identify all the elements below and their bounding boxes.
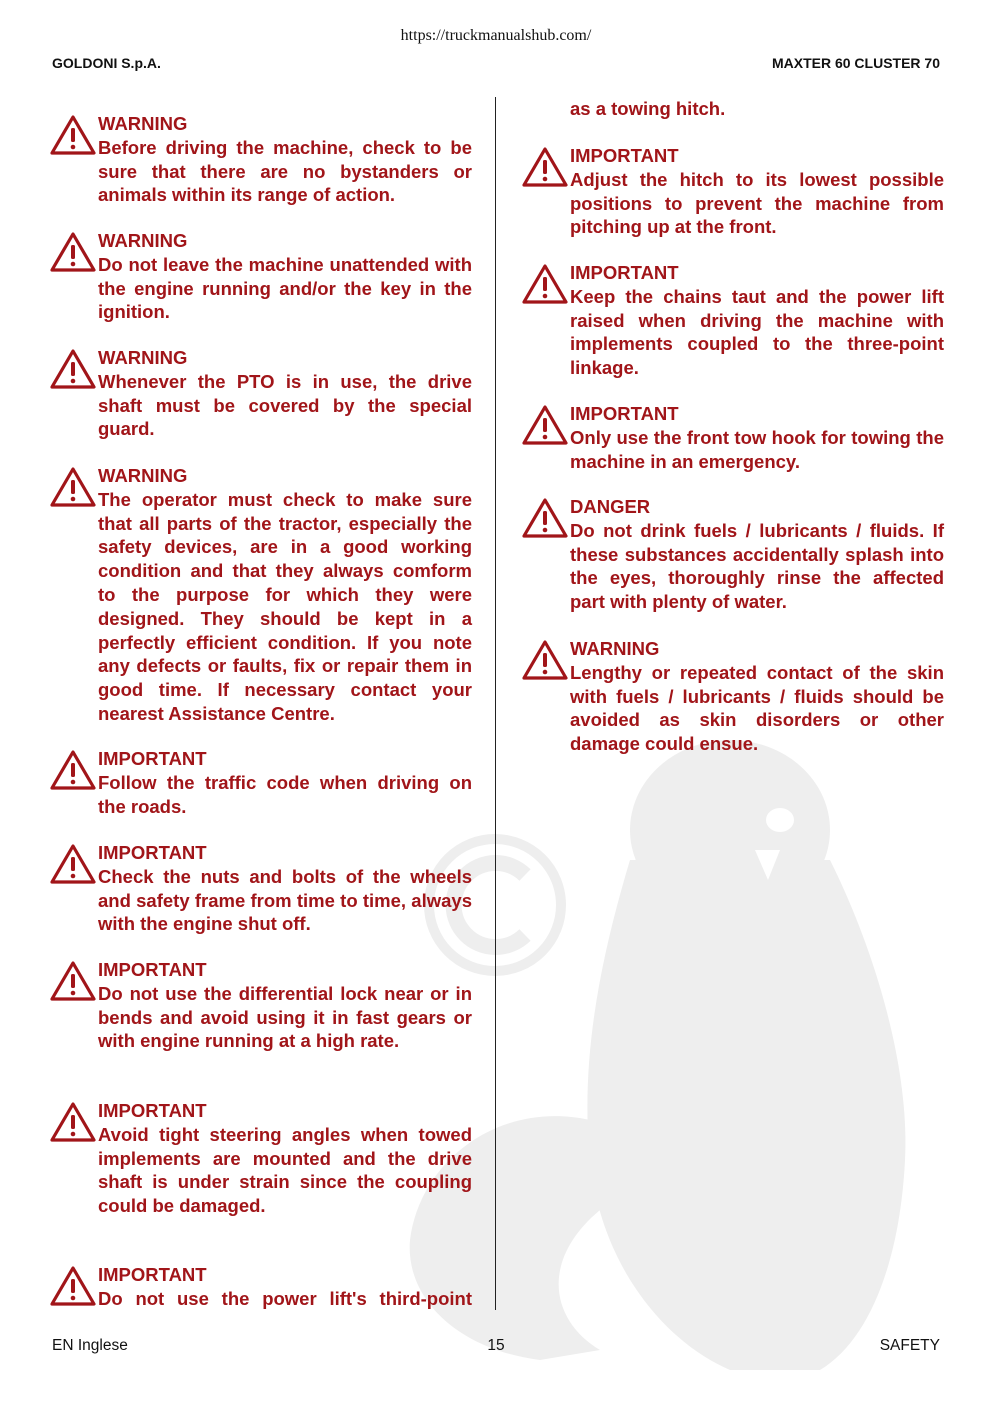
copyright-watermark [400,740,960,1380]
notice-warning-unattended [50,229,472,324]
footer-section: SAFETY [879,1337,940,1354]
page-number: 15 [487,1337,505,1354]
notice-important-traffic [50,747,472,818]
notice-title: WARNING [98,347,188,368]
warning-triangle-icon [522,404,568,445]
notice-important-hitch [522,144,944,239]
notice-text: Do not use the differential lock near or in bends and avoid using it in fast gears or with engine running at a high rate. [98,982,472,1052]
notice-title: IMPORTANT [98,1264,207,1285]
notice-important-chains [522,261,944,380]
notice-title: IMPORTANT [570,262,679,283]
notice-warning-operator-check [50,464,472,726]
notice-text: Avoid tight steering angles when towed implements are mounted and the drive shaft is under strain since the coupling could be damaged. [98,1123,472,1217]
notice-text: Lengthy or repeated contact of the skin with fuels / lubricants / fluids should be avoided as skin disorders or other damage could ensue. [570,661,944,755]
notice-danger-fluids [522,495,944,614]
notice-title: WARNING [98,230,188,251]
notice-text: Do not drink fuels / lubricants / fluids. If these substances accidentally splash into the eyes, thoroughly rinse the affected part with plenty of water. [570,519,944,613]
warning-triangle-icon [522,146,568,187]
warning-triangle-icon [50,114,96,155]
notice-text: Keep the chains taut and the power lift raised when driving the machine with implements coupled to the three-point linkage. [570,285,944,379]
notice-title: WARNING [570,638,660,659]
footer-language: EN Inglese [52,1337,128,1354]
notice-text: Whenever the PTO is in use, the drive shaft must be covered by the special guard. [98,370,472,440]
notice-title: IMPORTANT [98,959,207,980]
warning-triangle-icon [50,960,96,1001]
header-company: GOLDONI S.p.A. [52,55,161,71]
notice-warning-pto [50,346,472,441]
warning-triangle-icon [522,639,568,680]
notice-important-wheels [50,841,472,936]
notice-warning-bystanders [50,112,472,207]
notice-important-tow-hook [522,402,944,473]
notice-title: IMPORTANT [98,1100,207,1121]
warning-triangle-icon [50,843,96,884]
notice-title: IMPORTANT [98,748,207,769]
header-model: MAXTER 60 CLUSTER 70 [771,55,940,71]
notice-text: Check the nuts and bolts of the wheels and safety frame from time to time, always with the engine shut off. [98,865,472,935]
source-url[interactable]: https://truckmanualshub.com/ [400,27,592,44]
notice-title: IMPORTANT [570,403,679,424]
column-divider [495,97,496,1310]
notice-important-steering [50,1099,472,1218]
notice-title: WARNING [98,465,188,486]
warning-triangle-icon [522,263,568,304]
warning-triangle-icon [50,749,96,790]
notice-title: IMPORTANT [570,145,679,166]
notice-title: IMPORTANT [98,842,207,863]
notice-title: DANGER [570,496,651,517]
notice-text: Before driving the machine, check to be sure that there are no bystanders or animals within its range of action. [98,136,472,206]
warning-triangle-icon [50,466,96,507]
notice-continuation: as a towing hitch. [570,98,726,119]
notice-text: The operator must check to make sure that all parts of the tractor, especially the safety devices, are in a good working condition and that they always comform to the purpose for which they were designed. They should be kept in a perfectly efficient condition. If you note any defects or faults, fix or repair them in good time. If necessary contact your nearest Assistance Centre. [98,488,472,724]
notice-warning-skin-contact [522,637,944,756]
notice-text: Do not use the power lift's third-point [98,1287,472,1309]
warning-triangle-icon [522,497,568,538]
warning-triangle-icon [50,348,96,389]
notice-text: Follow the traffic code when driving on the roads. [98,771,472,817]
notice-important-diff-lock [50,958,472,1053]
warning-triangle-icon [50,231,96,272]
notice-important-third-point [50,1263,472,1311]
warning-triangle-icon [50,1101,96,1142]
warning-triangle-icon [50,1265,96,1306]
notice-title: WARNING [98,113,188,134]
notice-text: Do not leave the machine unattended with the engine running and/or the key in the ignition. [98,253,472,323]
notice-text: Only use the front tow hook for towing the machine in an emergency. [570,426,944,472]
notice-text: Adjust the hitch to its lowest possible positions to prevent the machine from pitching up at the front. [570,168,944,238]
